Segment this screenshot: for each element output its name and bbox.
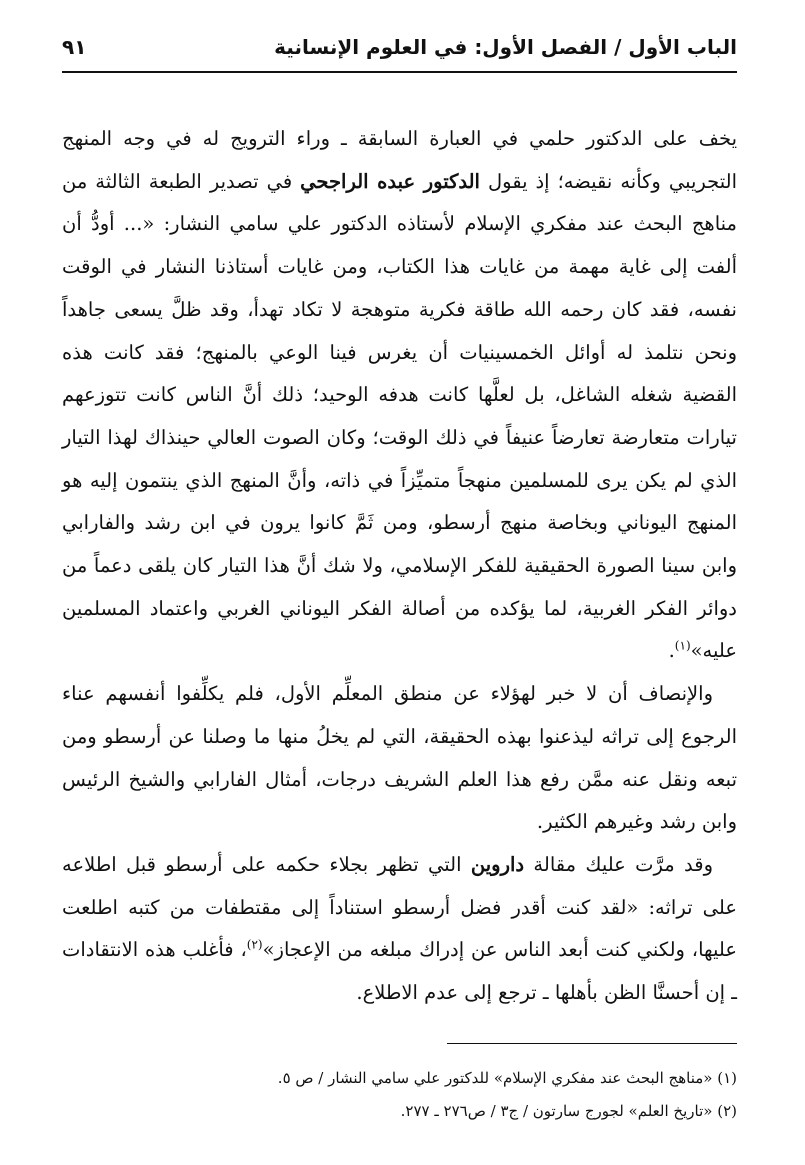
body-text	[62, 118, 737, 1015]
paragraph-1	[62, 118, 737, 673]
footnotes	[62, 1062, 737, 1128]
footnote-1: (١) «مناهج البحث عند مفكري الإسلام» للدكتور علي سامي النشار / ص ٥.	[277, 1069, 737, 1087]
footnote-marker-1: (١)	[674, 638, 691, 653]
paragraph-3	[62, 844, 737, 1015]
paragraph-3-text: وقد مرَّت عليك مقالة	[524, 852, 713, 876]
running-title: الباب الأول / الفصل الأول: في العلوم الإنسانية	[274, 35, 737, 59]
paragraph-2	[62, 673, 737, 844]
page-number: ٩١	[62, 35, 87, 59]
footnote-rule	[447, 1043, 737, 1044]
header-rule	[62, 71, 737, 73]
paragraph-1-text: يخف على الدكتور حلمي في العبارة السابقة ـ وراء الترويج له في وجه المنهج التجريبي وكأنه نقيضه؛ إذ يقول	[62, 127, 737, 193]
paragraph-3-text-cont: التي تظهر بجلاء حكمه على أرسطو قبل اطلاعه على تراثه: «لقد كنت أقدر فضل أرسطو استناداً إلى مقتطفات من كتبه اطلعت عليها، ولكني كنت أبعد الناس عن إدراك مبلغه من الإعجاز»	[62, 852, 737, 962]
paragraph-1-name: الدكتور عبده الراجحي	[300, 169, 480, 193]
paragraph-3-name: داروين	[470, 852, 525, 876]
paragraph-3-end: ، فأغلب هذه الانتقادات ـ إن أحسنَّا الظن بأهلها ـ ترجع إلى عدم الاطلاع.	[62, 938, 737, 1005]
running-header	[62, 30, 737, 64]
paragraph-2-text: والإنصاف أن لا خبر لهؤلاء عن منطق المعلِّم الأول، فلم يكلِّفوا أنفسهم عناء الرجوع إلى تراثه ليذعنوا بهذه الحقيقة، التي لم يخلُ منها ما وصلنا عن أرسطو ومن تبعه ونقل عنه ممَّن رفع هذا العلم الشريف درجات، أمثال الفارابي والشيخ الرئيس وابن رشد وغيرهم الكثير.	[62, 682, 737, 834]
footnote-marker-2: (٢)	[246, 937, 263, 952]
paragraph-1-end: .	[668, 639, 675, 663]
paragraph-1-text-cont: في تصدير الطبعة الثالثة من مناهج البحث عند مفكري الإسلام لأستاذه الدكتور علي سامي النشار: «... أودُّ أن ألفت إلى غاية مهمة من غايات هذا الكتاب، ومن غايات أستاذنا النشار في الوقت نفسه، فقد كان رحمه الله طاقة فكرية متوهجة لا تكاد تهدأ، وقد ظلَّ يسعى جاهداً ونحن نتلمذ له أوائل الخمسينيات أن يغرس فينا الوعي بالمنهج؛ فقد كانت هذه القضية شغله الشاغل، بل لعلَّها كانت هدفه الوحيد؛ ذلك أنَّ الناس كانت تتوزعهم تيارات متعارضة تعارضاً عنيفاً في ذلك الوقت؛ وكان الصوت العالي حينذاك لهذا التيار الذي لم يكن يرى للمسلمين منهجاً متميِّزاً في ذاته، وأنَّ المنهج الذي ينتمون إليه هو المنهج اليوناني وبخاصة منهج أرسطو، ومن ثَمَّ كانوا يرون في ابن رشد والفارابي وابن سينا الصورة الحقيقية للفكر الإسلامي، ولا شك أنَّ هذا التيار كان يلقى دعماً من دوائر الفكر الغربية، لما يؤكده من أصالة الفكر اليوناني الغربي واعتماد المسلمين عليه»	[62, 169, 737, 663]
footnote-2: (٢) «تاريخ العلم» لجورج سارتون / ج٣ / ص٢٧٦ ـ ٢٧٧.	[400, 1102, 737, 1120]
